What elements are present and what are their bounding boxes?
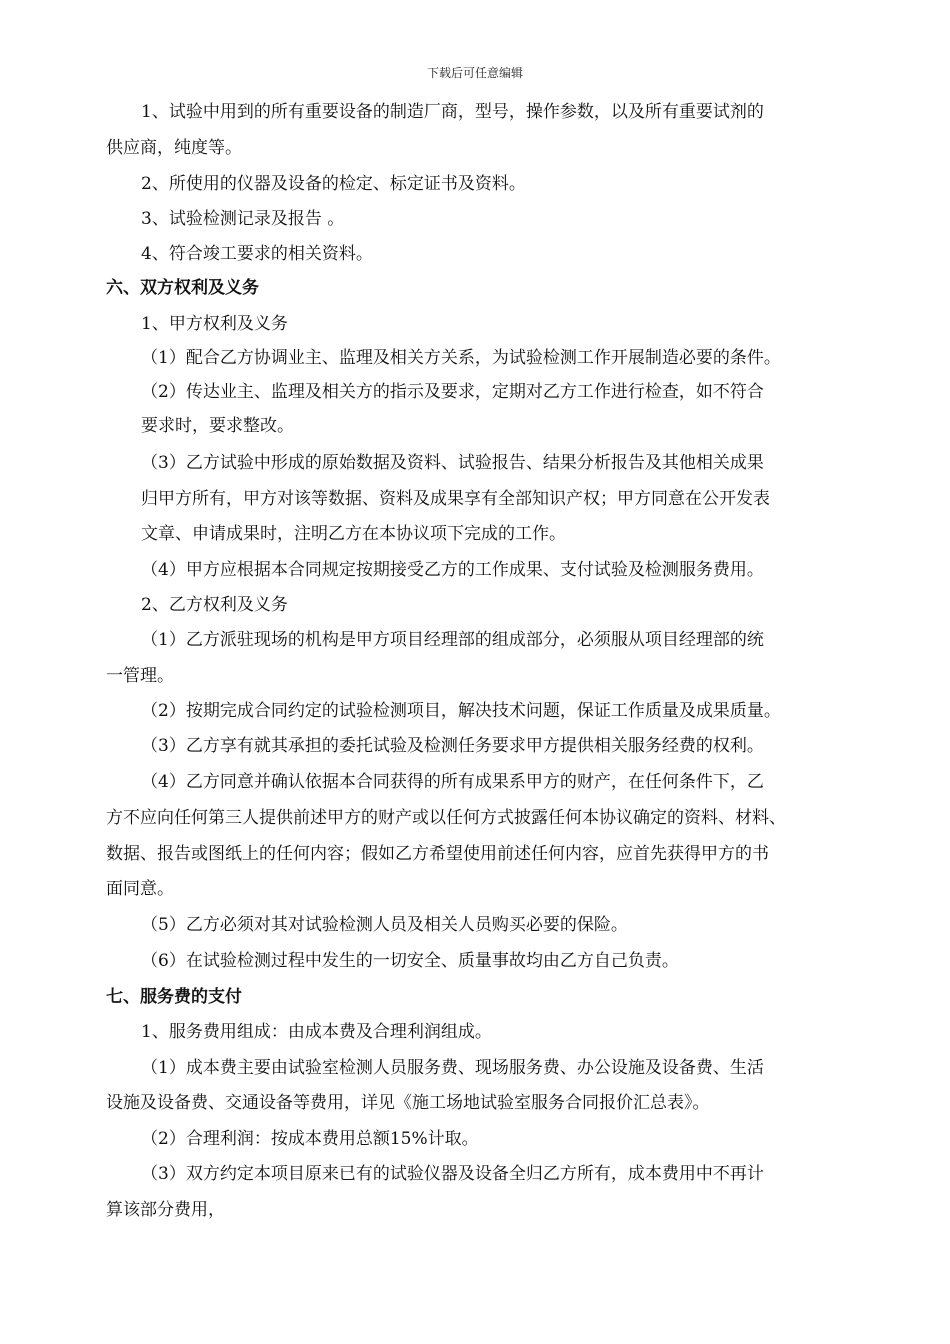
text-line: 方不应向任何第三人提供前述甲方的财产或以任何方式披露任何本协议确定的资料、材料、	[106, 808, 786, 828]
text-line: 算该部分费用，	[106, 1200, 225, 1220]
text-line: 1、服务费用组成：由成本费及合理利润组成。	[141, 1022, 492, 1042]
text-line: 4、符合竣工要求的相关资料。	[141, 244, 373, 264]
text-line: 一管理。	[106, 666, 174, 686]
subsection-heading: 2、乙方权利及义务	[141, 595, 288, 615]
text-line: 设施及设备费、交通设备等费用，详见《施工场地试验室服务合同报价汇总表》。	[106, 1093, 710, 1113]
text-line: （3）双方约定本项目原来已有的试验仪器及设备全归乙方所有，成本费用中不再计	[141, 1164, 764, 1184]
text-line: 2、所使用的仪器及设备的检定、标定证书及资料。	[141, 174, 526, 194]
text-line: 要求时，要求整改。	[141, 416, 294, 436]
text-line: 文章、申请成果时，注明乙方在本协议项下完成的工作。	[141, 524, 566, 544]
text-line: （4）乙方同意并确认依据本合同获得的所有成果系甲方的财产，在任何条件下，乙	[141, 772, 764, 792]
text-line: （6）在试验检测过程中发生的一切安全、质量事故均由乙方自己负责。	[141, 951, 679, 971]
text-line: （1）成本费主要由试验室检测人员服务费、现场服务费、办公设施及设备费、生活	[141, 1058, 764, 1078]
text-line: 归甲方所有，甲方对该等数据、资料及成果享有全部知识产权；甲方同意在公开发表	[141, 489, 770, 509]
text-line: （2）传达业主、监理及相关方的指示及要求，定期对乙方工作进行检查，如不符合	[141, 382, 764, 402]
text-line: 3、试验检测记录及报告 。	[141, 209, 345, 229]
text-line: （1）乙方派驻现场的机构是甲方项目经理部的组成部分，必须服从项目经理部的统	[141, 630, 764, 650]
subsection-heading: 1、甲方权利及义务	[141, 314, 288, 334]
text-line: （1）配合乙方协调业主、监理及相关方关系，为试验检测工作开展制造必要的条件。	[141, 348, 781, 368]
text-line: （5）乙方必须对其对试验检测人员及相关人员购买必要的保险。	[141, 915, 628, 935]
section-heading: 七、服务费的支付	[106, 987, 242, 1007]
section-heading: 六、双方权利及义务	[106, 278, 259, 298]
text-line: （4）甲方应根据本合同规定按期接受乙方的工作成果、支付试验及检测服务费用。	[141, 560, 764, 580]
text-line: 1、试验中用到的所有重要设备的制造厂商，型号，操作参数，以及所有重要试剂的	[141, 102, 764, 122]
text-line: （3）乙方试验中形成的原始数据及资料、试验报告、结果分析报告及其他相关成果	[141, 453, 764, 473]
text-line: 面同意。	[106, 879, 174, 899]
page-header: 下载后可任意编辑	[426, 66, 523, 80]
text-line: （2）按期完成合同约定的试验检测项目，解决技术问题，保证工作质量及成果质量。	[141, 701, 781, 721]
text-line: 数据、报告或图纸上的任何内容；假如乙方希望使用前述任何内容，应首先获得甲方的书	[106, 844, 769, 864]
text-line: （3）乙方享有就其承担的委托试验及检测任务要求甲方提供相关服务经费的权利。	[141, 736, 764, 756]
text-line: （2）合理利润：按成本费用总额15%计取。	[141, 1129, 479, 1149]
text-line: 供应商，纯度等。	[106, 138, 242, 158]
